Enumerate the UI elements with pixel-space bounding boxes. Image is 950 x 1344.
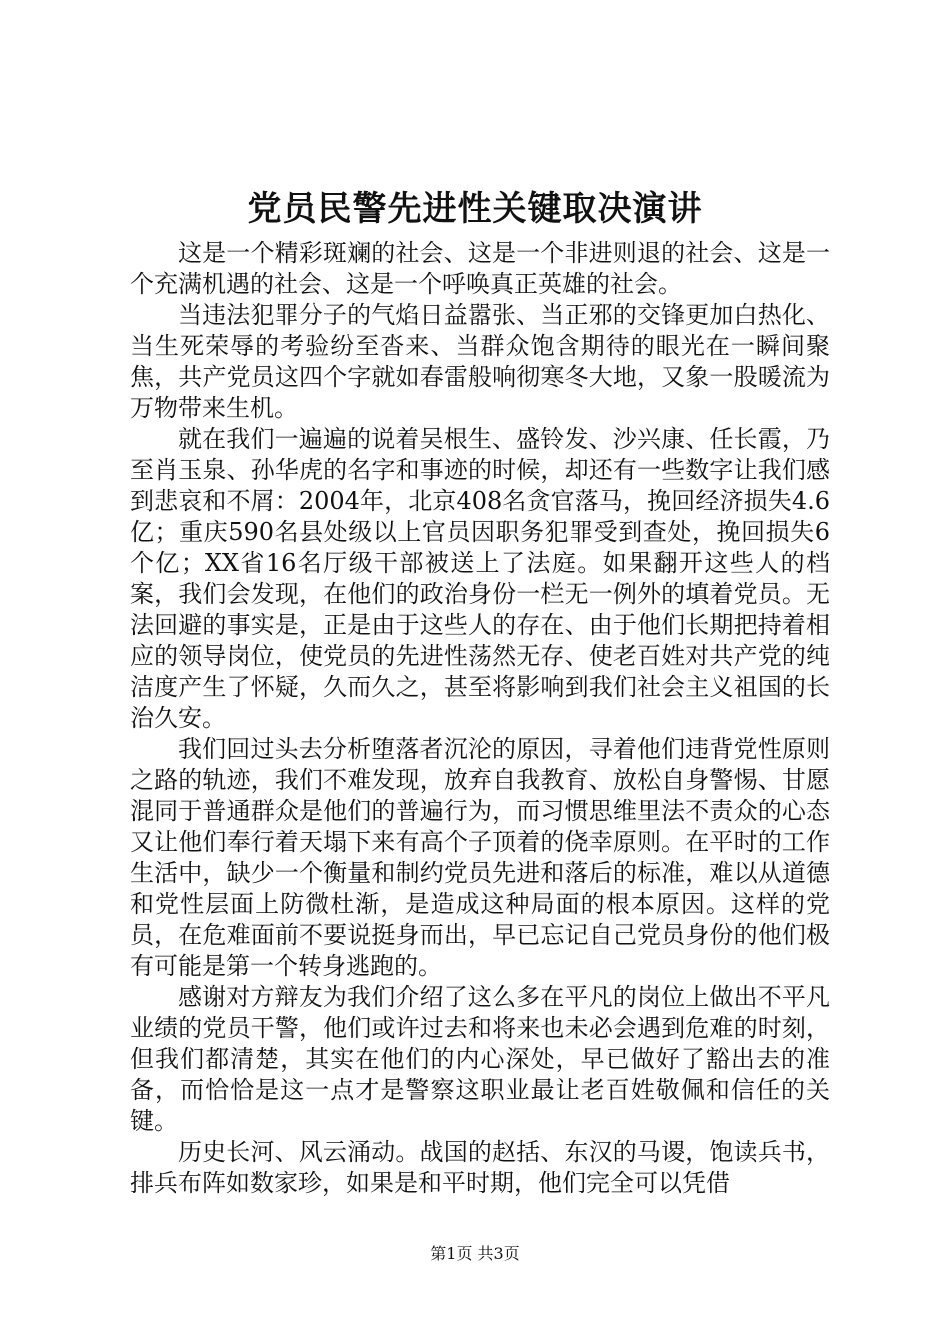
page-footer xyxy=(0,1243,950,1265)
paragraph-5: 感谢对方辩友为我们介绍了这么多在平凡的岗位上做出不平凡业绩的党员干警，他们或许过去和将来也未必会遇到危难的时刻，但我们都清楚，其实在他们的内心深处，早已做好了豁出去的准备，而恰恰是这一点才是警察这职业最让老百姓敬佩和信任的关键。 xyxy=(130,983,830,1135)
document-body xyxy=(130,238,830,1199)
paragraph-2: 当违法犯罪分子的气焰日益嚣张、当正邪的交锋更加白热化、当生死荣辱的考验纷至沓来、当群众饱含期待的眼光在一瞬间聚焦，共产党员这四个字就如春雷般响彻寒冬大地，又象一股暖流为万物带来生机。 xyxy=(130,301,830,422)
paragraph-4: 我们回过头去分析堕落者沉沦的原因，寻着他们违背党性原则之路的轨迹，我们不难发现，放弃自我教育、放松自身警惕、甘愿混同于普通群众是他们的普遍行为，而习惯思维里法不责众的心态又让他们奉行着天塌下来有高个子顶着的侥幸原则。在平时的工作生活中，缺少一个衡量和制约党员先进和落后的标准，难以从道德和党性层面上防微杜渐，是造成这种局面的根本原因。这样的党员，在危难面前不要说挺身而出，早已忘记自己党员身份的他们极有可能是第一个转身逃跑的。 xyxy=(130,735,830,980)
paragraph-1: 这是一个精彩斑斓的社会、这是一个非进则退的社会、这是一个充满机遇的社会、这是一个呼唤真正英雄的社会。 xyxy=(130,239,830,298)
paragraph-6: 历史长河、风云涌动。战国的赵括、东汉的马谡，饱读兵书，排兵布阵如数家珍，如果是和平时期，他们完全可以凭借 xyxy=(130,1138,830,1197)
document-title: 党员民警先进性关键取决演讲 xyxy=(247,189,703,229)
page-number-indicator: 第1页 共3页 xyxy=(430,1244,520,1263)
paragraph-3: 就在我们一遍遍的说着吴根生、盛铃发、沙兴康、任长霞，乃至肖玉泉、孙华虎的名字和事迹的时候，却还有一些数字让我们感到悲哀和不屑：2004年，北京408名贪官落马，挽回经济损失4.6亿；重庆590名县处级以上官员因职务犯罪受到查处，挽回损失6个亿；XX省16名厅级干部被送上了法庭。如果翻开这些人的档案，我们会发现，在他们的政治身份一栏无一例外的填着党员。无法回避的事实是，正是由于这些人的存在、由于他们长期把持着相应的领导岗位，使党员的先进性荡然无存、使老百姓对共产党的纯洁度产生了怀疑，久而久之，甚至将影响到我们社会主义祖国的长治久安。 xyxy=(130,425,830,732)
